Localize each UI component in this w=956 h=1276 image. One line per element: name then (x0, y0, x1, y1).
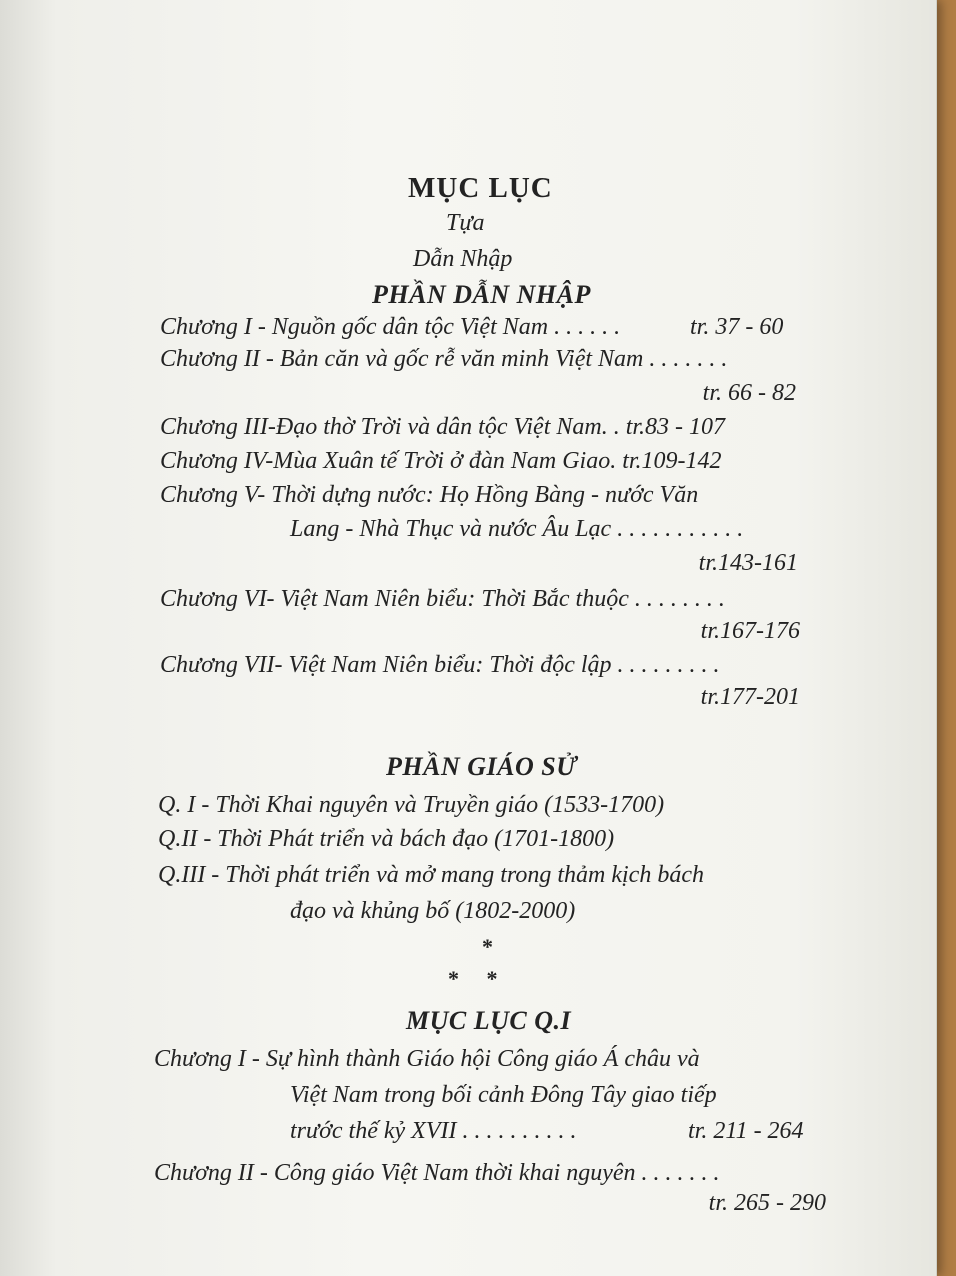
intro-entry: Dẫn Nhập (413, 246, 513, 272)
part2-q3-cont: đạo và khủng bố (1802-2000) (290, 898, 576, 924)
part1-ch4: Chương IV-Mùa Xuân tế Trời ở đàn Nam Giao. tr.109-142 (160, 448, 722, 474)
part2-q3: Q.III - Thời phát triển và mở mang trong thảm kịch bách (158, 862, 704, 888)
part1-ch5-cont: Lang - Nhà Thục và nước Âu Lạc . . . . . . . . . . . (290, 516, 744, 542)
q1-ch1-cont1: Việt Nam trong bối cảnh Đông Tây giao tiếp (290, 1082, 717, 1108)
part2-q1: Q. I - Thời Khai nguyên và Truyền giáo (1533-1700) (158, 792, 665, 818)
separator-stars-bottom: * * (448, 966, 498, 991)
separator-star-top: * (482, 934, 493, 959)
part1-ch7: Chương VII- Việt Nam Niên biểu: Thời độc lập . . . . . . . . . (160, 652, 720, 678)
part1-heading: PHẦN DẪN NHẬP (372, 280, 591, 309)
q1-heading: MỤC LỤC Q.I (406, 1006, 572, 1035)
part2-q2: Q.II - Thời Phát triển và bách đạo (1701-1800) (158, 826, 615, 852)
part1-ch1: Chương I - Nguồn gốc dân tộc Việt Nam . . . . . . (160, 314, 621, 340)
part1-ch3: Chương III-Đạo thờ Trời và dân tộc Việt Nam. . tr.83 - 107 (160, 414, 726, 440)
part1-ch5: Chương V- Thời dựng nước: Họ Hồng Bàng - nước Văn (160, 482, 699, 508)
q1-ch1-cont2: trước thế kỷ XVII . . . . . . . . . . (290, 1118, 577, 1144)
preface-entry: Tựa (446, 210, 485, 236)
q1-ch1: Chương I - Sự hình thành Giáo hội Công giáo Á châu và (154, 1046, 700, 1072)
part2-heading: PHẦN GIÁO SỬ (386, 752, 577, 781)
part1-ch2: Chương II - Bản căn và gốc rễ văn minh Việt Nam . . . . . . . (160, 346, 728, 372)
toc-title: MỤC LỤC (408, 172, 553, 204)
part1-ch6-pages: tr.167-176 (700, 618, 800, 644)
part1-ch5-pages: tr.143-161 (698, 550, 798, 576)
q1-ch1-pages: tr. 211 - 264 (688, 1118, 804, 1144)
part1-ch2-pages: tr. 66 - 82 (702, 380, 796, 406)
part1-ch6: Chương VI- Việt Nam Niên biểu: Thời Bắc thuộc . . . . . . . . (160, 586, 725, 612)
part1-ch1-pages: tr. 37 - 60 (690, 314, 784, 340)
q1-ch2: Chương II - Công giáo Việt Nam thời khai nguyên . . . . . . . (154, 1160, 720, 1186)
part1-ch7-pages: tr.177-201 (700, 684, 800, 710)
q1-ch2-pages: tr. 265 - 290 (708, 1190, 826, 1216)
